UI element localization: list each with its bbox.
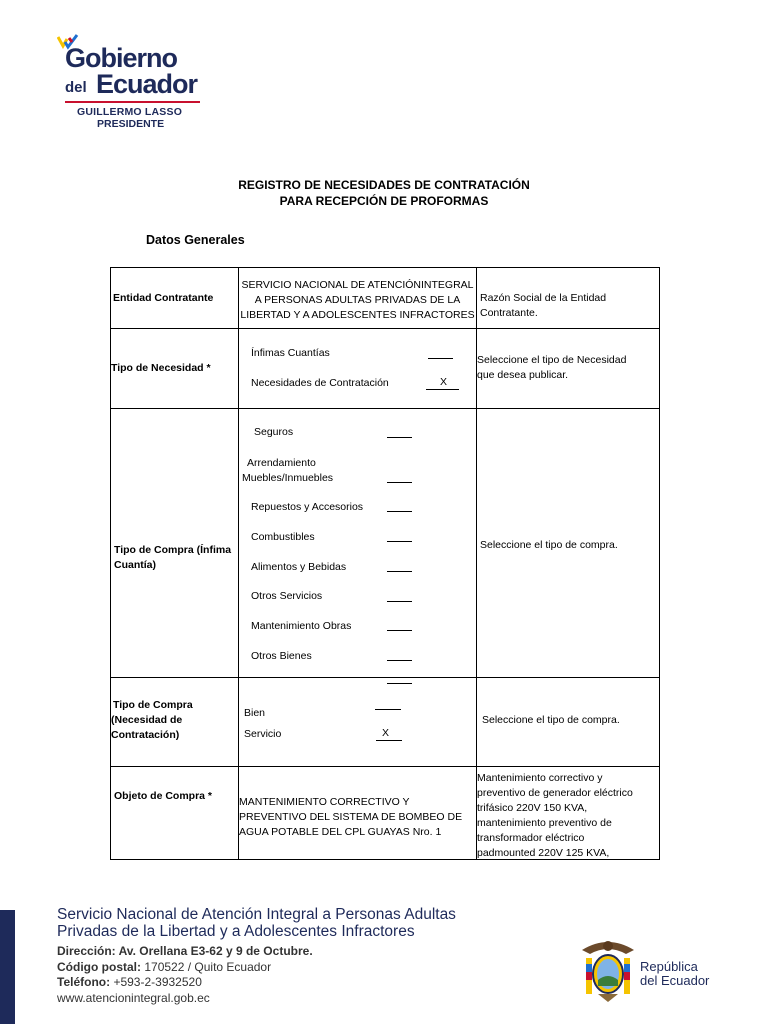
option-repuestos: Repuestos y Accesorios: [251, 501, 364, 513]
objeto-value-1: MANTENIMIENTO CORRECTIVO Y: [239, 796, 410, 808]
entidad-value-2: A PERSONAS ADULTAS PRIVADAS DE LA: [254, 294, 461, 306]
objeto-help-1: Mantenimiento correctivo y: [477, 772, 603, 784]
entidad-value-1: SERVICIO NACIONAL DE ATENCIÓNINTEGRAL: [241, 279, 474, 291]
objeto-value-2: PREVENTIVO DEL SISTEMA DE BOMBEO DE: [239, 811, 463, 823]
objeto-label: Objeto de Compra *: [114, 790, 213, 802]
option-mantenimiento: Mantenimiento Obras: [251, 620, 352, 632]
necesidad-help-2: que desea publicar.: [477, 369, 569, 381]
compra-infima-label-1: Tipo de Compra (Ínfima: [114, 544, 232, 556]
option-combustibles: Combustibles: [251, 531, 315, 543]
option-servicio: Servicio: [244, 728, 282, 740]
republica-logo-text: [640, 960, 709, 988]
coat-of-arms-icon: [578, 936, 638, 1008]
document-title-line2: PARA RECEPCIÓN DE PROFORMAS: [279, 194, 489, 208]
footer-postal: [57, 960, 313, 976]
necesidad-help-1: Seleccione el tipo de Necesidad: [477, 354, 627, 366]
entidad-help-2: Contratante.: [480, 307, 538, 319]
objeto-value-3: AGUA POTABLE DEL CPL GUAYAS Nro. 1: [239, 826, 442, 838]
logo-line2: Ecuador: [96, 69, 198, 99]
option-arrendamiento: Arrendamiento: [247, 457, 316, 469]
footer-address: Dirección: Av. Orellana E3-62 y 9 de Octubre.: [57, 944, 313, 958]
contratacion-mark[interactable]: X: [440, 376, 448, 388]
objeto-help-5: transformador eléctrico: [477, 832, 585, 844]
footer-contact: [57, 944, 313, 1006]
otros-bienes-blank[interactable]: [387, 660, 412, 661]
row-divider: [111, 408, 659, 409]
logo-president-title: PRESIDENTE: [97, 118, 165, 130]
servicio-blank[interactable]: [376, 740, 402, 741]
combustibles-blank[interactable]: [387, 541, 412, 542]
compra-necesidad-label-2: (Necesidad de: [111, 714, 183, 726]
option-bien: Bien: [244, 707, 266, 719]
footer-institution-line1: Servicio Nacional de Atención Integral a Personas Adultas: [57, 906, 456, 923]
arrendamiento-blank[interactable]: [387, 482, 412, 483]
footer-phone: [57, 975, 313, 991]
footer-website[interactable]: www.atencionintegral.gob.ec: [57, 990, 210, 1005]
extra-blank[interactable]: [387, 683, 412, 684]
column-divider: [238, 268, 239, 859]
compra-necesidad-label-3: Contratación): [111, 729, 180, 741]
necesidad-option-contratacion: Necesidades de Contratación: [251, 377, 389, 389]
compra-necesidad-label-1: Tipo de Compra: [113, 699, 193, 711]
logo-rule: [65, 101, 200, 103]
footer-phone-label: Teléfono:: [57, 975, 111, 989]
compra-necesidad-help: Seleccione el tipo de compra.: [482, 714, 620, 726]
republica-line2: del Ecuador: [640, 973, 710, 988]
republica-line1: República: [640, 959, 698, 974]
entidad-help-1: Razón Social de la Entidad: [480, 292, 607, 304]
mantenimiento-blank[interactable]: [387, 630, 412, 631]
logo-president-name: GUILLERMO LASSO: [77, 106, 183, 118]
footer-side-bar: [0, 910, 15, 1024]
compra-infima-help: Seleccione el tipo de compra.: [480, 539, 618, 551]
footer-postal-label: Código postal:: [57, 959, 141, 974]
row-divider: [111, 766, 659, 767]
entidad-value-3: LIBERTAD Y A ADOLESCENTES INFRACTORES: [240, 309, 475, 321]
document-title-line1: REGISTRO DE NECESIDADES DE CONTRATACIÓN: [238, 178, 530, 192]
logo-line1: Gobierno: [65, 43, 177, 73]
gobierno-logo: [55, 32, 205, 130]
infimas-blank[interactable]: [428, 358, 453, 359]
servicio-mark[interactable]: X: [382, 727, 390, 739]
footer-institution-line2: Privadas de la Libertad y a Adolescentes Infractores: [57, 923, 415, 940]
footer-phone-value: +593-2-3932520: [113, 975, 202, 989]
data-table: [110, 267, 660, 860]
objeto-help-3: trifásico 220V 150 KVA,: [477, 802, 588, 814]
row-divider: [111, 677, 659, 678]
entidad-label: Entidad Contratante: [113, 292, 214, 304]
footer-postal-value: 170522 / Quito Ecuador: [144, 959, 272, 974]
footer-institution: [57, 906, 456, 940]
contratacion-blank[interactable]: [426, 389, 459, 390]
otros-servicios-blank[interactable]: [387, 601, 412, 602]
objeto-help-6: padmounted 220V 125 KVA,: [477, 847, 610, 859]
necesidad-option-infimas: Ínfimas Cuantías: [251, 347, 330, 359]
logo-line2-small: del: [65, 79, 87, 96]
option-otros-bienes: Otros Bienes: [251, 650, 312, 662]
objeto-help-2: preventivo de generador eléctrico: [477, 787, 633, 799]
necesidad-label: Tipo de Necesidad *: [111, 362, 211, 374]
option-seguros: Seguros: [254, 426, 294, 438]
repuestos-blank[interactable]: [387, 511, 412, 512]
objeto-help-4: mantenimiento preventivo de: [477, 817, 612, 829]
option-muebles: Muebles/Inmuebles: [242, 472, 334, 484]
option-otros-servicios: Otros Servicios: [251, 590, 323, 602]
bien-blank[interactable]: [375, 709, 401, 710]
row-divider: [111, 328, 659, 329]
section-heading: Datos Generales: [146, 233, 245, 247]
alimentos-blank[interactable]: [387, 571, 412, 572]
option-alimentos: Alimentos y Bebidas: [251, 561, 347, 573]
compra-infima-label-2: Cuantía): [114, 559, 156, 571]
seguros-blank[interactable]: [387, 437, 412, 438]
